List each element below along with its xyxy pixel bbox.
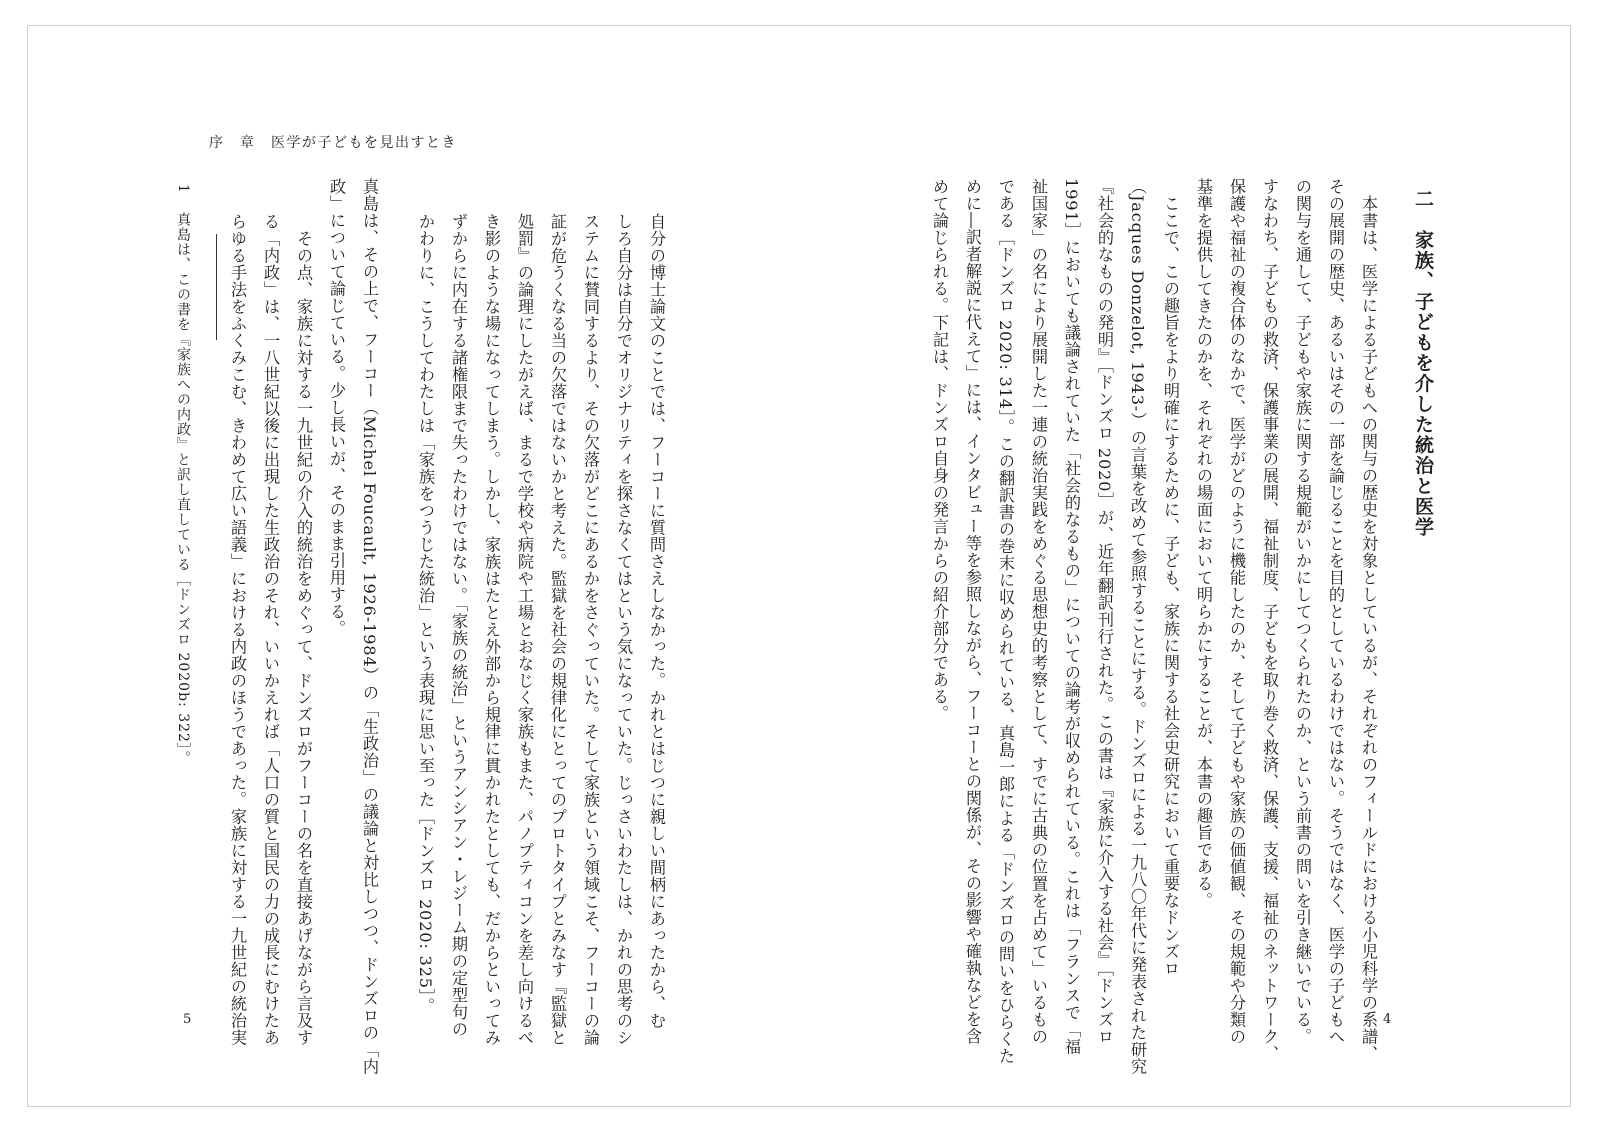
- body-line: 『社会的なものの発明』［ドンズロ 2020］が、近年翻訳刊行された。この書は『家族に介入する社会』［ドンズロ: [1095, 178, 1114, 1046]
- body-line: 政」について論じている。少し長いが、そのまま引用する。: [327, 178, 346, 637]
- body-line: （Jacques Donzelot, 1943-）の言葉を改めて参照することにする。ドンズロによる一九八〇年代に発表された研究: [1128, 178, 1147, 1076]
- footnote-text: 真島は、この書を『家族への内政』と訳し直している［ドンズロ 2020b: 322］。: [175, 212, 191, 766]
- quote-line: 処罰』の論理にしたがえば、まるで学校や病院や工場とおなじく家族もまた、パノプティコンを差し向けるべ: [515, 213, 534, 1046]
- body-line: めて論じられる。下記は、ドンズロ自身の発言からの紹介部分である。: [930, 178, 949, 722]
- page-number-right: 4: [1383, 1012, 1392, 1027]
- body-line: の関与を通して、子どもや家族に関する規範がいかにしてつくられたのか、という前書の問いを引き継いでいる。: [1293, 178, 1312, 1045]
- body-line: 1991］においても議論されていた「社会的なるもの」についての論考が収められている。これは「フランスで「福: [1062, 178, 1081, 1056]
- section-heading: 二 家族、子どもを介した統治と医学: [1412, 189, 1434, 538]
- body-line: 真島は、その上で、フーコー（Michel Foucault, 1926-1984）の「生政治」の議論と対比しつつ、ドンズロの「内: [360, 178, 379, 1076]
- footnote-number: 1: [175, 184, 191, 194]
- body-line: 本書は、医学による子どもへの関与の歴史を対象としているが、それぞれのフィールドにおける小児科学の系譜、: [1359, 178, 1378, 1062]
- quote-line: らゆる手法をふくみこむ、きわめて広い語義」における内政のほうであった。家族に対する一九世紀の統治実: [228, 213, 247, 1046]
- quote-line: ずからに内在する諸権限まで失ったわけではない。「家族の統治」というアンシアン・レジーム期の定型句の: [449, 213, 468, 1038]
- body-line: である［ドンズロ 2020: 314］。この翻訳書の巻末に収められている、真島一郎による「ドンズロの問いをひらくた: [996, 178, 1015, 1065]
- body-line: すなわち、子どもの救済、保護事業の展開、福祉制度、子どもを取り巻く救済、保護、支援、福祉のネットワーク、: [1260, 178, 1279, 1062]
- body-line: めに―訳者解説に代えて」には、インタビュー等を参照しながら、フーコーとの関係が、その影響や確執などを含: [963, 178, 982, 1045]
- footnote-rule: [216, 234, 217, 340]
- body-line: その展開の歴史、あるいはその一部を論じることを目的としているわけではない。そうではなく、医学の子どもへ: [1326, 178, 1345, 1045]
- page-number-left: 5: [183, 1012, 192, 1027]
- quote-line: かわりに、こうしてわたしは「家族をつうじた統治」という表現に思い至った［ドンズロ 2020: 325］。: [416, 213, 435, 1015]
- quote-line: その点、家族に対する一九世紀の介入的統治をめぐって、ドンズロがフーコーの名を直接あげながら言及す: [294, 213, 313, 1046]
- quote-line: しろ自分は自分でオリジナリティを探さなくてはという気になっていた。じっさいわたしは、かれの思考のシ: [614, 213, 633, 1046]
- running-head: 序 章 医学が子どもを見出すとき: [209, 135, 457, 151]
- body-line: 保護や福祉の複合体のなかで、医学がどのように機能したのか、そして子どもや家族の価値観、その規範や分類の: [1227, 178, 1246, 1045]
- book-spread: [27, 25, 1571, 1107]
- quote-line: る「内政」は、一八世紀以後に出現した生政治のそれ、いいかえれば「人口の質と国民の力の成長にむけたあ: [261, 213, 280, 1046]
- quote-line: 証が危うくなる当の欠落ではないかと考えた。監獄を社会の規律化にとってのプロトタイプとみなす『監獄と: [548, 213, 567, 1046]
- body-line: ここで、この趣旨をより明確にするために、子ども、家族に関する社会史研究において重要なドンズロ: [1161, 178, 1180, 977]
- body-line: 祉国家」の名により展開した一連の統治実践をめぐる思想史的考察として、すでに古典の位置を占めて」いるもの: [1029, 178, 1048, 1045]
- quote-line: 自分の博士論文のことでは、フーコーに質問さえしなかった。かれとはじつに親しい間柄にあったから、む: [647, 213, 666, 1029]
- body-line: 基準を提供してきたのかを、それぞれの場面において明らかにすることが、本書の趣旨である。: [1194, 178, 1213, 909]
- quote-line: ステムに賛同するより、その欠落がどこにあるかをさぐっていた。そして家族という領域こそ、フーコーの論: [581, 213, 600, 1046]
- quote-line: き影のような場になってしまう。しかし、家族はたとえ外部から規律に貫かれたとしても、だからといってみ: [482, 213, 501, 1046]
